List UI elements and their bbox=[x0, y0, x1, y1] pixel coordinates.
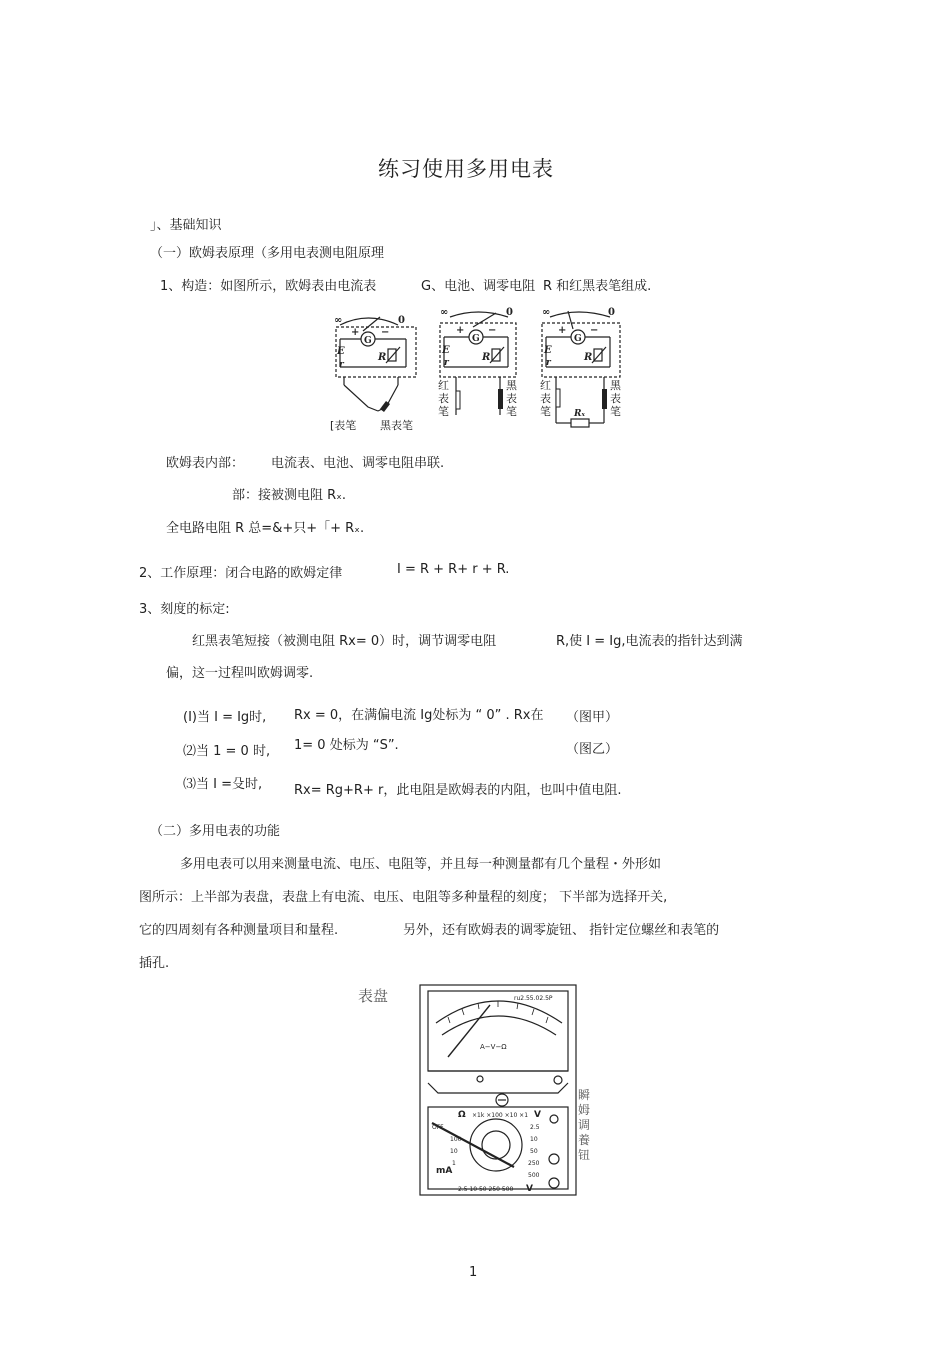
g-label: G bbox=[364, 336, 372, 346]
minus-label: − bbox=[590, 325, 599, 336]
item1-text-b: G、电池、调零电阻 bbox=[421, 279, 536, 294]
bottom-ranges: 2.5 10 50 250 500 bbox=[458, 1186, 514, 1193]
case2-mid: 1= 0 处标为 “S”. bbox=[294, 738, 399, 753]
black-pen-char: 黑 bbox=[506, 379, 517, 392]
minus-label: − bbox=[488, 325, 497, 336]
subsection-heading: （一）欧姆表原理（多用电表测电阻原理 bbox=[150, 246, 385, 261]
item2-formula: I = R + R+ r + R. bbox=[397, 562, 510, 577]
v-label-bottom: V bbox=[526, 1184, 533, 1194]
scale-arc-outer bbox=[436, 1001, 562, 1023]
selector-knob bbox=[470, 1119, 522, 1171]
case1-left: (I)当 I = Ig时, bbox=[183, 710, 267, 725]
para-line-4: 插孔. bbox=[139, 956, 170, 971]
para-line-1: 多用电表可以用来测量电流、电压、电阻等，并且每一种测量都有几个量程・外形如 bbox=[180, 857, 662, 872]
knob-label bbox=[578, 1088, 592, 1163]
e-label: E bbox=[544, 345, 552, 356]
ohmmeter-circuit-figure bbox=[328, 303, 628, 433]
needle bbox=[363, 317, 380, 331]
v-range: 2.5 bbox=[530, 1124, 540, 1131]
v-range: 50 bbox=[530, 1148, 538, 1155]
black-pen-char: 表 bbox=[506, 392, 517, 405]
item1-text-c: R 和红黑表笔组成. bbox=[543, 279, 652, 294]
dial-label: 表盘 bbox=[358, 987, 389, 1005]
multimeter-figure bbox=[418, 983, 578, 1198]
selector-pointer bbox=[432, 1123, 514, 1167]
knob-label-char: 姆 bbox=[578, 1103, 591, 1117]
knob-label-char: 養 bbox=[578, 1133, 591, 1147]
v-range: 10 bbox=[530, 1136, 538, 1143]
red-pen-label: [表笔 bbox=[330, 419, 357, 432]
v-range: 250 bbox=[528, 1160, 540, 1167]
ohm-ranges: ×1k ×100 ×10 ×1 bbox=[472, 1112, 529, 1119]
big-r-label: R bbox=[584, 352, 593, 363]
minus-label: − bbox=[381, 327, 390, 338]
outer-text: 部：接被测电阻 Rₓ. bbox=[232, 488, 347, 503]
plus-label: + bbox=[456, 325, 465, 336]
case3-left: ⑶当 I =殳时, bbox=[183, 777, 263, 792]
case2-right: （图乙） bbox=[566, 742, 619, 757]
jack-v bbox=[549, 1178, 559, 1188]
red-pen-char: 笔 bbox=[540, 405, 551, 418]
zero-label: 0 bbox=[506, 307, 513, 318]
g-label: G bbox=[472, 334, 480, 344]
rx-resistor bbox=[571, 419, 589, 427]
para-line-2: 图所示：上半部为表盘，表盘上有电流、电压、电阻等多种量程的刻度； 下半部为选择开关, bbox=[139, 890, 668, 905]
corner-text: ru2.55.02.5P bbox=[514, 995, 553, 1002]
infinity-label: ∞ bbox=[542, 307, 551, 318]
red-pen-char: 红 bbox=[540, 379, 551, 392]
black-pen-label: 黑表笔 bbox=[380, 419, 413, 432]
case1-mid: Rx = 0，在满偏电流 Ig处标为 “ 0” . Rx在 bbox=[294, 708, 544, 723]
black-pen-char: 笔 bbox=[610, 405, 621, 418]
v-label: V bbox=[534, 1110, 541, 1120]
case2-left: ⑵当 1 = 0 时, bbox=[183, 744, 271, 759]
black-lead bbox=[378, 385, 398, 411]
page-number: 1 bbox=[469, 1265, 478, 1280]
red-pen-char: 笔 bbox=[438, 405, 449, 418]
meter-box bbox=[336, 327, 416, 377]
rx-label: Rₓ bbox=[574, 409, 585, 419]
omega-label: Ω bbox=[458, 1110, 466, 1120]
red-pen-char: 表 bbox=[438, 392, 449, 405]
v-range: 500 bbox=[528, 1172, 540, 1179]
knob-label-char: 钮 bbox=[578, 1148, 591, 1162]
knob-label-char: 瞬 bbox=[578, 1088, 591, 1102]
calib-text-c: 偏，这一过程叫欧姆调零. bbox=[166, 666, 314, 681]
ma-range: 1 bbox=[452, 1160, 456, 1167]
ma-label: mA bbox=[436, 1166, 453, 1176]
infinity-label: ∞ bbox=[440, 307, 449, 318]
knob-label-char: 调 bbox=[578, 1118, 591, 1132]
black-pen-char: 表 bbox=[610, 392, 621, 405]
jack-com bbox=[549, 1154, 559, 1164]
big-r-label: R bbox=[378, 352, 387, 363]
r-label: r bbox=[339, 360, 344, 370]
para-line-3a: 它的四周刻有各种测量项目和量程. bbox=[139, 923, 339, 938]
zero-label: 0 bbox=[608, 307, 615, 318]
case1-right: （图甲） bbox=[566, 710, 619, 725]
red-pen-char: 表 bbox=[540, 392, 551, 405]
scale-arc-inner bbox=[442, 1016, 556, 1035]
section-heading: 」、基础知识 bbox=[150, 218, 222, 233]
calib-text-a: 红黑表笔短接（被测电阻 Rx= 0）时，调节调零电阻 bbox=[192, 634, 497, 649]
r-label: r bbox=[444, 358, 449, 368]
page-title: 练习使用多用电表 bbox=[378, 157, 554, 181]
subsection2-heading: （二）多用电表的功能 bbox=[150, 824, 281, 839]
plus-label: + bbox=[558, 325, 567, 336]
total-resistance: 全电路电阻 R 总=&+只+「+ Rₓ. bbox=[166, 521, 365, 536]
item1-text-a: 1、构造：如图所示，欧姆表由电流表 bbox=[160, 279, 377, 294]
para-line-3b: 另外，还有欧姆表的调零旋钮、 指针定位螺丝和表笔的 bbox=[403, 923, 720, 938]
ma-range: 10 bbox=[450, 1148, 458, 1155]
e-label: E bbox=[442, 345, 450, 356]
black-pen-char: 笔 bbox=[506, 405, 517, 418]
e-label: E bbox=[337, 346, 345, 357]
off-label: OFF bbox=[432, 1124, 444, 1131]
inner-label: 欧姆表内部： bbox=[166, 456, 245, 471]
g-label: G bbox=[574, 334, 582, 344]
r-label: r bbox=[546, 358, 551, 368]
infinity-label: ∞ bbox=[334, 315, 343, 326]
inner-text: 电流表、电池、调零电阻串联. bbox=[271, 456, 445, 471]
red-lead bbox=[344, 385, 378, 411]
ma-range: 100 bbox=[450, 1136, 462, 1143]
calib-text-b: R,使 I = Ig,电流表的指针达到满 bbox=[556, 634, 743, 649]
zero-label: 0 bbox=[398, 315, 405, 326]
case3-mid: Rx= Rg+R+ r，此电阻是欧姆表的内阻，也叫中值电阻. bbox=[294, 783, 622, 798]
dial-arc bbox=[340, 318, 398, 325]
plus-label: + bbox=[351, 327, 360, 338]
item2-text-a: 2、工作原理：闭合电路的欧姆定律 bbox=[139, 566, 343, 581]
big-r-label: R bbox=[482, 352, 491, 363]
avo-label: A−V−Ω bbox=[480, 1043, 507, 1051]
red-pen-char: 红 bbox=[438, 379, 449, 392]
black-pen-char: 黑 bbox=[610, 379, 621, 392]
item3-heading: 3、刻度的标定: bbox=[139, 602, 230, 617]
